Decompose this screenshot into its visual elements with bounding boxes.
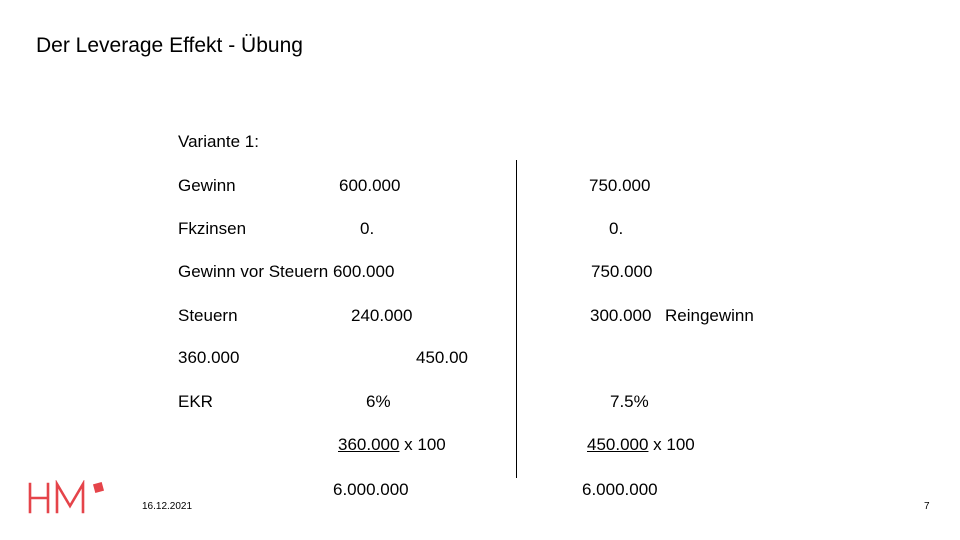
gewinn-value-2: 750.000 — [589, 176, 651, 195]
reingewinn-value-1: 360.000 — [178, 348, 240, 367]
formula-2-factor: x 100 — [648, 435, 695, 454]
fkzinsen-value-2: 0. — [609, 219, 624, 238]
steuern-value-1: 240.000 — [351, 306, 413, 325]
ekr-value-2: 7.5% — [610, 392, 649, 411]
steuern-value-2: 300.000 — [590, 306, 652, 325]
ekr-value-1: 6% — [366, 392, 391, 411]
steuern-label: Steuern — [178, 306, 238, 325]
reingewinn-note: Reingewinn — [665, 306, 754, 325]
gewinn-vor-steuern-label: Gewinn vor Steuern 600.000 — [178, 262, 395, 281]
column-divider — [516, 160, 517, 478]
formula-2-numerator: 450.000 — [587, 435, 649, 454]
slide-title: Der Leverage Effekt - Übung — [36, 34, 303, 57]
formula-1-factor: x 100 — [399, 435, 446, 454]
ekr-label: EKR — [178, 392, 213, 411]
formula-2-denominator: 6.000.000 — [582, 480, 658, 499]
gewinn-value-1: 600.000 — [339, 176, 401, 195]
footer-date: 16.12.2021 — [142, 501, 193, 512]
formula-1-top — [338, 436, 446, 453]
gewinn-vor-steuern-value-2: 750.000 — [591, 262, 653, 281]
gewinn-label: Gewinn — [178, 176, 236, 195]
formula-1-denominator: 6.000.000 — [333, 480, 409, 499]
page-number: 7 — [924, 501, 930, 512]
hm-logo — [28, 480, 118, 516]
variant-label: Variante 1: — [178, 132, 259, 151]
fkzinsen-value-1: 0. — [360, 219, 375, 238]
fkzinsen-label: Fkzinsen — [178, 219, 247, 238]
formula-2-top — [587, 436, 695, 453]
formula-1-numerator: 360.000 — [338, 435, 400, 454]
reingewinn-value-2: 450.00 — [416, 348, 468, 367]
